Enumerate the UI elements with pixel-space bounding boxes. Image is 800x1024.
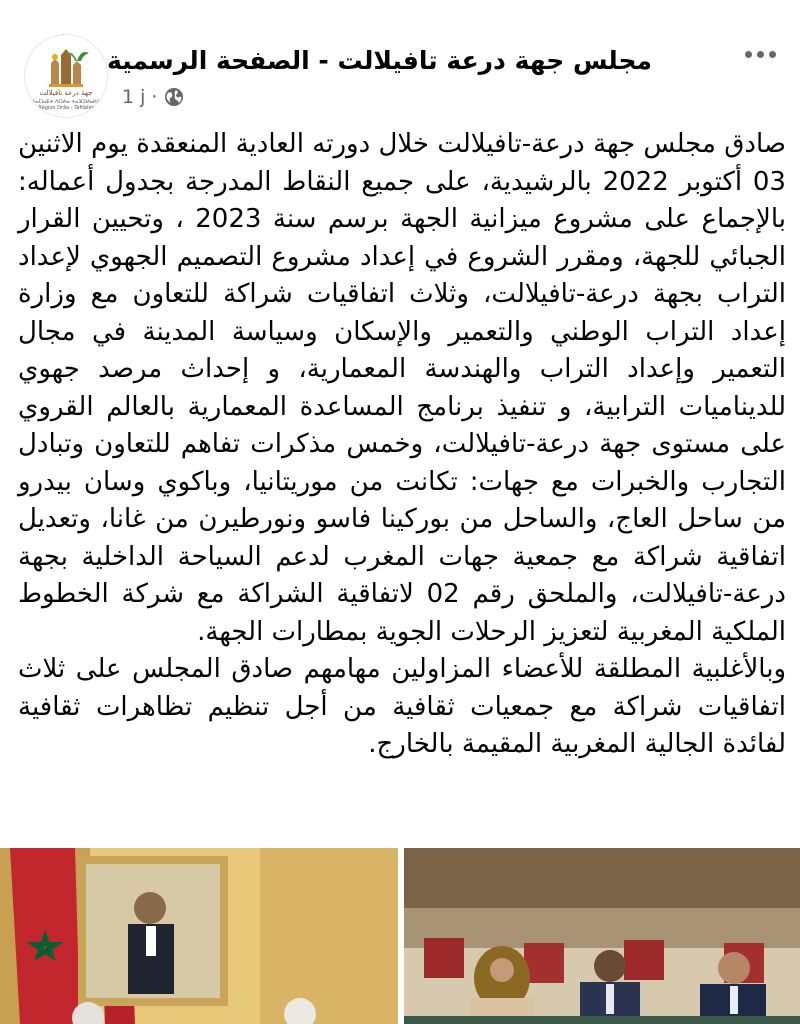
logo-tifinagh-text: ⵜⴰⵎⵏⴰⴹⵜ ⴷⵔⵄⴰ ⵜⴰⴼⵉⵍⴰⵍⵜ (31, 99, 101, 105)
post-photos (0, 848, 800, 1024)
post-meta (122, 86, 185, 108)
more-dot (769, 51, 776, 58)
logo-french-text: Région Drâa - Tafilalet (38, 105, 94, 111)
more-options-icon[interactable] (738, 40, 782, 68)
more-dot (757, 51, 764, 58)
meeting-hall-photo (0, 848, 398, 1024)
post-paragraph-1: صادق مجلس جهة درعة-تافيلالت خلال دورته العادية المنعقدة يوم الاثنين 03 أكتوبر 2022 بالرشيدية، على جميع النقاط المدرجة بجدول أعماله: بالإجماع على مشروع ميزانية الجهة برسم سنة 2023 ، وتحيين القرار الجبائي للجهة، ومقرر الشروع في إعداد مشروع التصميم الجهوي لإعداد التراب بجهة درعة-تافيلالت، وثلاث اتفاقيات شراكة للتعاون مع وزارة إعداد التراب الوطني والتعمير والإسكان وسياسة المدينة في مجال التعمير وإعداد التراب والهندسة المعمارية، و إحداث مرصد جهوي للديناميات الترابية، و تنفيذ برنامج المساعدة المعمارية بالعالم القروي على مستوى جهة درعة-تافيلالت، وخمس مذكرات تفاهم للتعاون وتبادل التجارب والخبرات مع جهات: تكانت من موريتانيا، وباكوي وسان بيدرو من ساحل العاج، والساحل من بوركينا فاسو ونورطيرن من غانا، وتعديل اتفاقية شراكة مع جمعية جهات المغرب لدعم السياحة الداخلية بجهة درعة-تافيلالت، والملحق رقم 02 لاتفاقية الشراكة مع شركة الخطوط الملكية المغربية لتعزيز الرحلات الجوية بمطارات الجهة. (18, 129, 786, 647)
photo-left[interactable] (0, 848, 398, 1024)
globe-icon[interactable] (163, 86, 185, 108)
post-header (0, 0, 800, 130)
page-avatar[interactable] (24, 34, 108, 118)
logo-arabic-text: جهة درعة تافيلالت (39, 89, 93, 97)
photo-right[interactable] (404, 848, 800, 1024)
post-paragraph-2: وبالأغلبية المطلقة للأعضاء المزاولين مهامهم صادق المجلس على ثلاث اتفاقيات شراكة مع جمعيات ثقافية من أجل تنظيم تظاهرات ثقافية لفائدة الجالية المغربية المقيمة بالخارج. (18, 654, 786, 759)
post-body (18, 126, 786, 764)
post-timestamp[interactable]: 1 j (122, 86, 146, 108)
council-session-photo (404, 848, 800, 1024)
meta-separator: · (151, 86, 158, 108)
page-name-link[interactable]: مجلس جهة درعة تافيلالت - الصفحة الرسمية (107, 46, 652, 75)
more-dot (745, 51, 752, 58)
